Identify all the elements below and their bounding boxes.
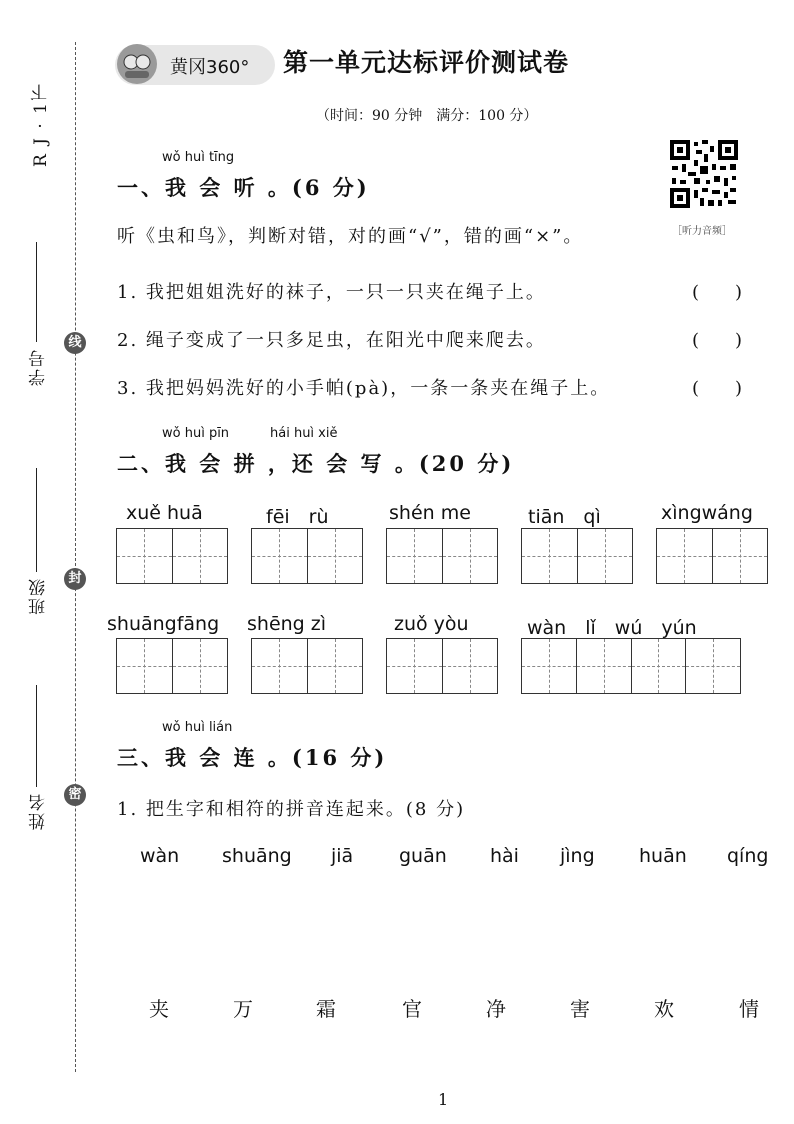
match-pinyin[interactable]: wàn [140, 845, 180, 867]
writing-grid[interactable] [251, 638, 363, 694]
word-pinyin: fēi rù [266, 506, 329, 528]
word-pinyin: xìngwáng [661, 502, 753, 524]
section1-heading: 一、我 会 听 。(6 分) [117, 175, 370, 200]
binding-mark-secret: 密 [64, 784, 86, 806]
qr-code-icon[interactable] [668, 138, 740, 210]
qr-audio-label: ［听力音频］ [672, 226, 732, 237]
section1-pinyin: wǒ huì tīng [162, 150, 235, 165]
section3-sub1: 1. 把生字和相符的拼音连起来。(8 分) [117, 799, 466, 820]
match-pinyin[interactable]: hài [490, 845, 519, 867]
name-label: 姓名 [29, 792, 49, 830]
student-id-field[interactable] [36, 242, 37, 342]
section2-pinyin-1: wǒ huì pīn [162, 426, 230, 441]
word-pinyin: tiān qì [528, 506, 601, 528]
edition-label: R J · 1下 [31, 82, 51, 168]
page-number: 1 [438, 1090, 449, 1109]
section1-instruction: 听《虫和鸟》，判断对错，对的画“√”，错的画“×”。 [117, 226, 584, 247]
question-3-text: 3. 我把妈妈洗好的小手帕(pà)，一条一条夹在绳子上。 [117, 378, 611, 399]
section2-heading: 二、我 会 拼 ，还 会 写 。(20 分) [117, 451, 515, 476]
word-pinyin: shén me [389, 502, 471, 524]
writing-grid[interactable] [386, 638, 498, 694]
match-character[interactable]: 情 [739, 997, 759, 1021]
word-pinyin: shēng zì [247, 613, 327, 635]
section3-pinyin: wǒ huì lián [162, 720, 233, 735]
question-1-answer[interactable]: ( ) [692, 282, 743, 303]
writing-grid[interactable] [656, 528, 768, 584]
name-field[interactable] [36, 685, 37, 787]
page-title: 第一单元达标评价测试卷 [283, 48, 570, 77]
match-character[interactable]: 净 [486, 997, 506, 1021]
match-character[interactable]: 霜 [316, 997, 336, 1021]
brand-logo-icon [117, 44, 157, 84]
question-3-answer[interactable]: ( ) [692, 378, 743, 399]
match-character[interactable]: 欢 [654, 997, 674, 1021]
word-pinyin: xuě huā [126, 502, 203, 524]
writing-grid[interactable] [116, 638, 228, 694]
match-pinyin[interactable]: jìng [560, 845, 595, 867]
match-pinyin[interactable]: shuāng [222, 845, 292, 867]
binding-mark-line: 线 [64, 332, 86, 354]
question-2-text: 2. 绳子变成了一只多足虫，在阳光中爬来爬去。 [117, 330, 546, 351]
writing-grid[interactable] [251, 528, 363, 584]
section2-pinyin-2: hái huì xiě [270, 426, 338, 441]
match-pinyin[interactable]: qíng [727, 845, 769, 867]
writing-grid[interactable] [116, 528, 228, 584]
match-character[interactable]: 夹 [149, 997, 169, 1021]
student-id-label: 学号 [29, 348, 49, 386]
writing-grid[interactable] [521, 638, 741, 694]
word-pinyin: zuǒ yòu [394, 613, 469, 635]
question-2-answer[interactable]: ( ) [692, 330, 743, 351]
match-character[interactable]: 害 [570, 997, 590, 1021]
word-pinyin: wàn lǐ wú yún [527, 617, 697, 639]
word-pinyin: shuāngfāng [107, 613, 220, 635]
writing-grid[interactable] [386, 528, 498, 584]
class-field[interactable] [36, 468, 37, 572]
question-1-text: 1. 我把姐姐洗好的袜子，一只一只夹在绳子上。 [117, 282, 546, 303]
binding-mark-seal: 封 [64, 568, 86, 590]
match-pinyin[interactable]: guān [399, 845, 447, 867]
class-label: 班级 [29, 577, 49, 615]
writing-grid[interactable] [521, 528, 633, 584]
match-pinyin[interactable]: jiā [331, 845, 354, 867]
brand-name: 黄冈360° [170, 57, 250, 78]
exam-info: （时间：90 分钟 满分：100 分） [316, 108, 538, 124]
match-character[interactable]: 官 [402, 997, 422, 1021]
section3-heading: 三、我 会 连 。(16 分) [117, 745, 388, 770]
binding-dashed-line [75, 42, 76, 1072]
match-character[interactable]: 万 [233, 997, 253, 1021]
match-pinyin[interactable]: huān [639, 845, 687, 867]
